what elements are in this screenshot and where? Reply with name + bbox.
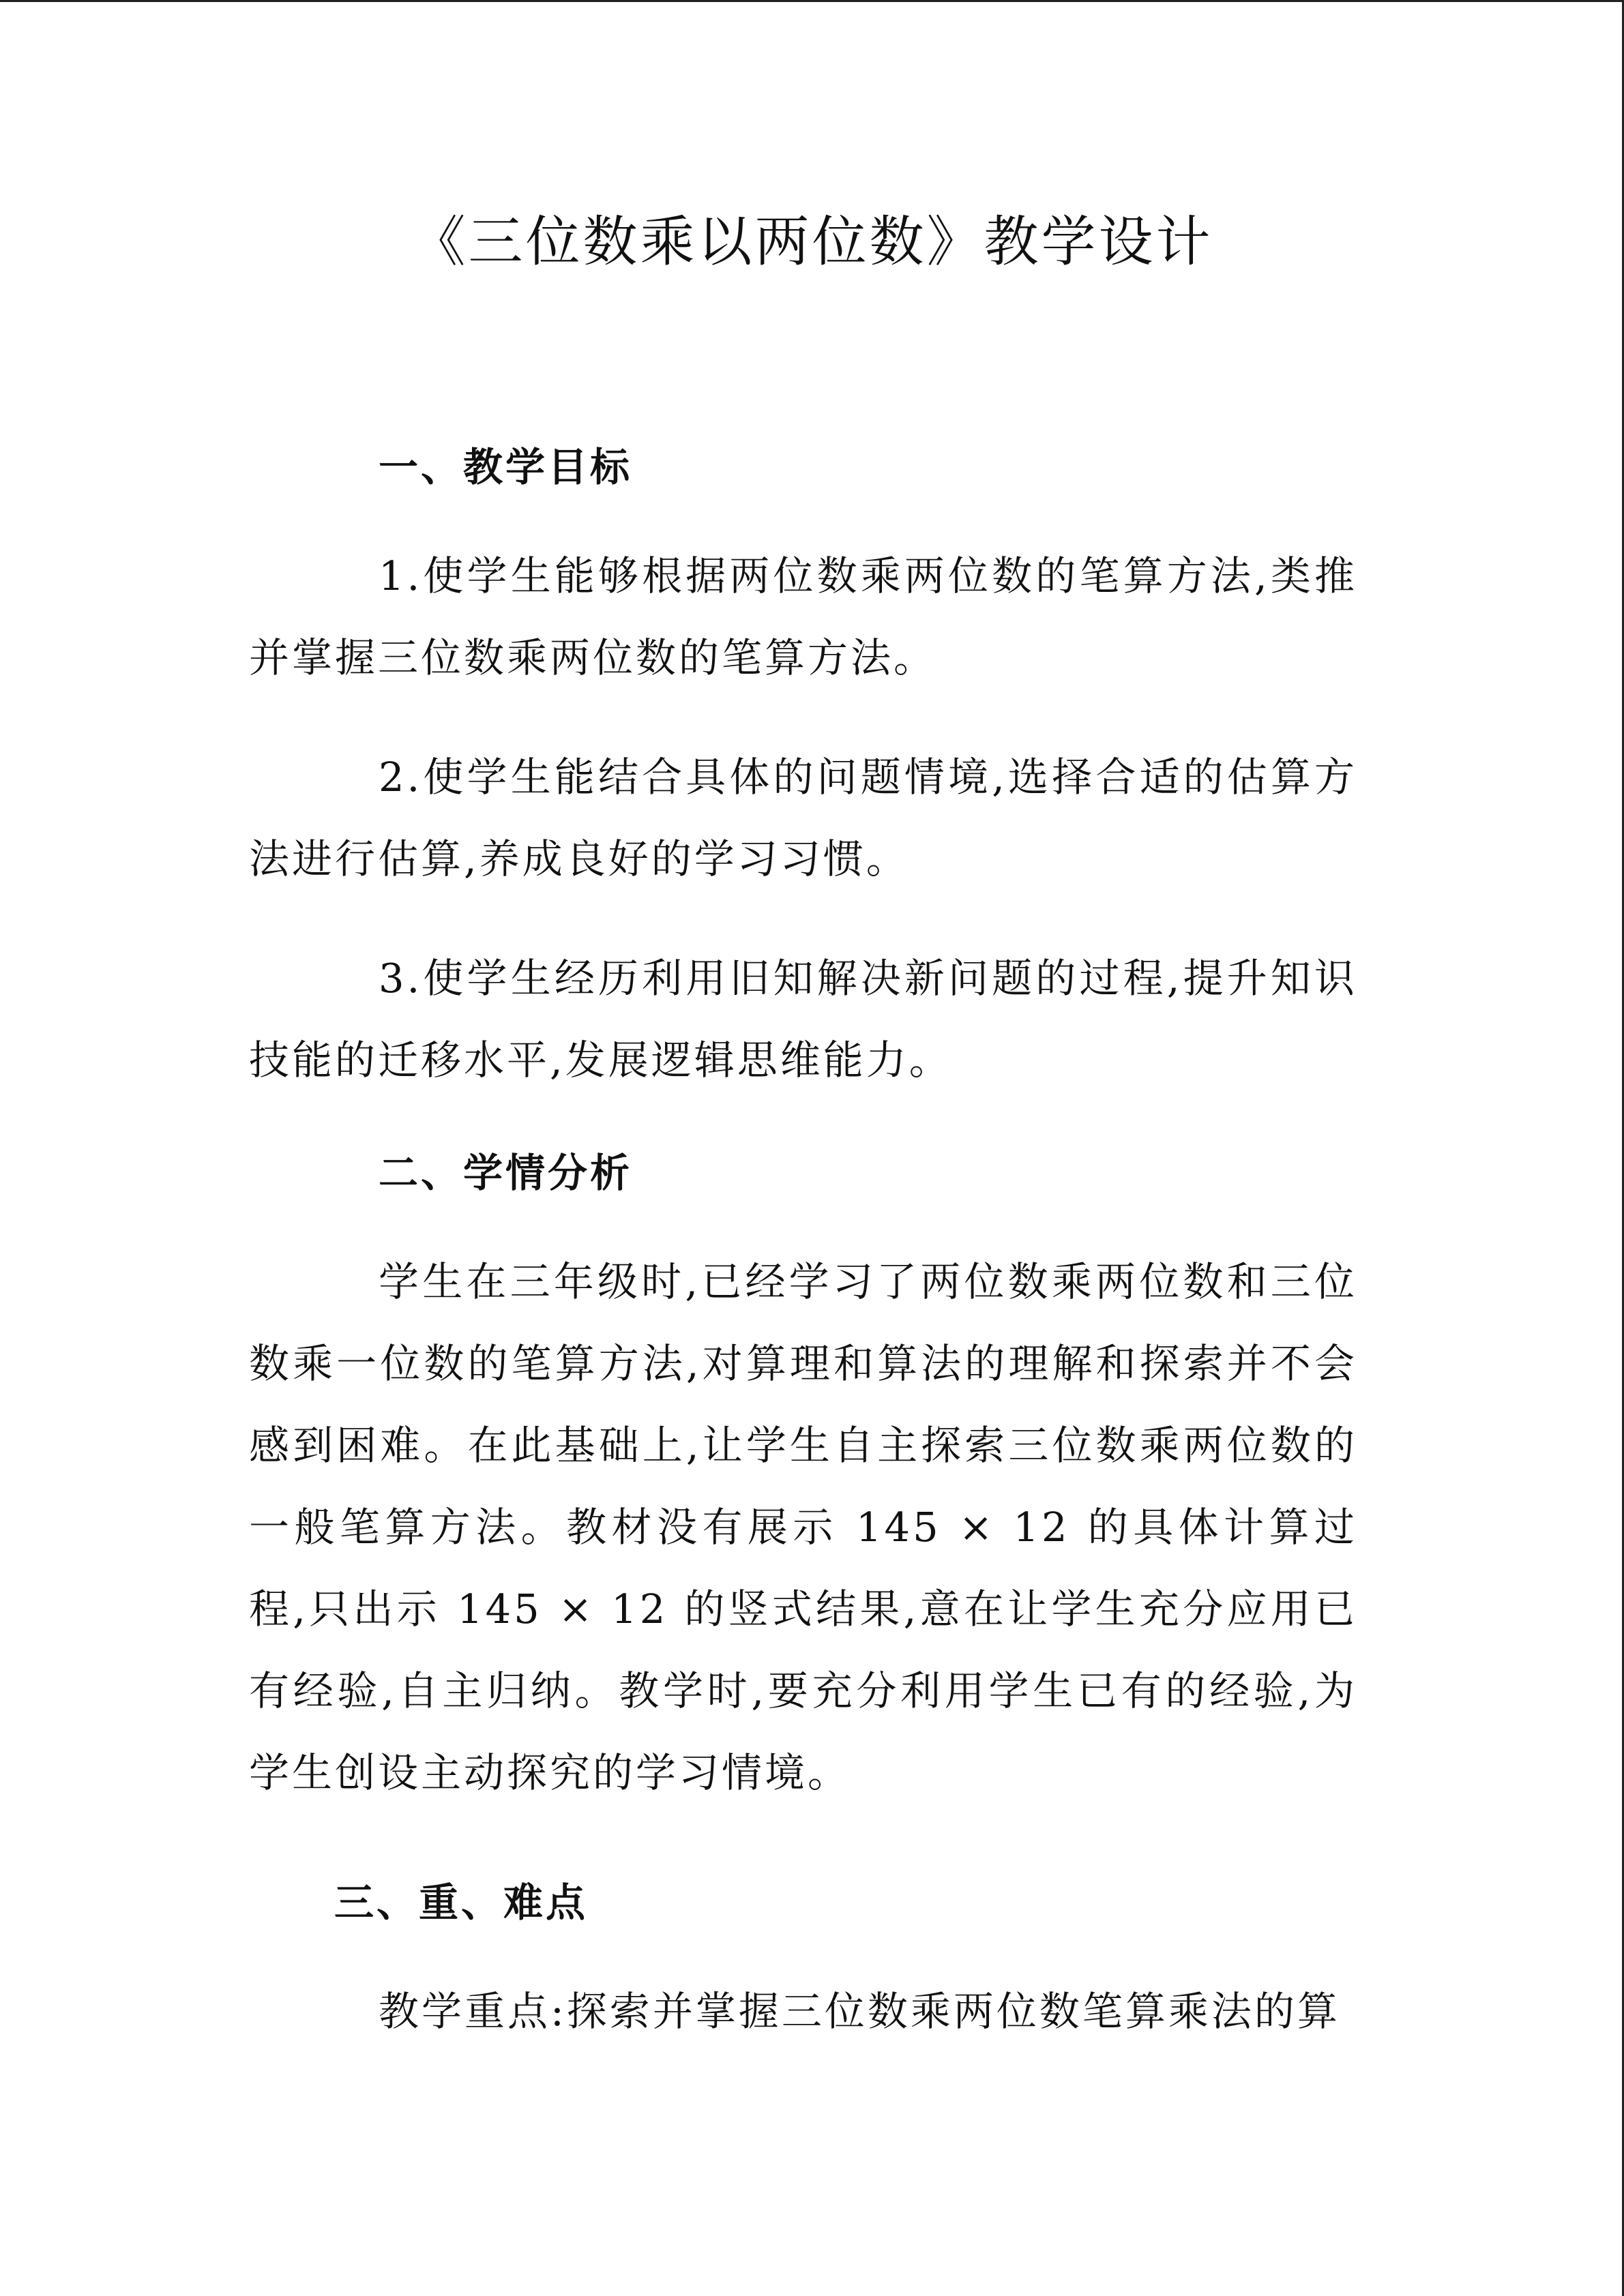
- objective-paragraph-1: 1.使学生能够根据两位数乘两位数的笔算方法,类推并掌握三位数乘两位数的笔算方法。: [249, 552, 1357, 681]
- objective-paragraph-2: 2.使学生能结合具体的问题情境,选择合适的估算方法进行估算,养成良好的学习习惯。: [249, 754, 1357, 882]
- section-heading-objectives: 一、教学目标: [379, 444, 633, 490]
- page-top-border: [0, 0, 1624, 2]
- analysis-paragraph: 学生在三年级时,已经学习了两位数乘两位数和三位数乘一位数的笔算方法,对算理和算法的理解和探索并不会感到困难。在此基础上,让学生自主探索三位数乘两位数的一般笔算方法。教材没有展示 145 × 12 的具体计算过程,只出示 145 × 12 的竖式结果,意在让学生充分应用已有经验,自主归纳。教学时,要充分利用学生已有的经验,为学生创设主动探究的学习情境。: [249, 1258, 1357, 1796]
- section-heading-key-points: 三、重、难点: [334, 1879, 589, 1926]
- section-heading-analysis: 二、学情分析: [379, 1150, 633, 1196]
- key-points-paragraph: 教学重点:探索并掌握三位数乘两位数笔算乘法的算: [379, 1988, 1340, 2035]
- document-title: 《三位数乘以两位数》教学设计: [411, 210, 1213, 273]
- objective-paragraph-3: 3.使学生经历利用旧知解决新问题的过程,提升知识技能的迁移水平,发展逻辑思维能力。: [249, 955, 1357, 1084]
